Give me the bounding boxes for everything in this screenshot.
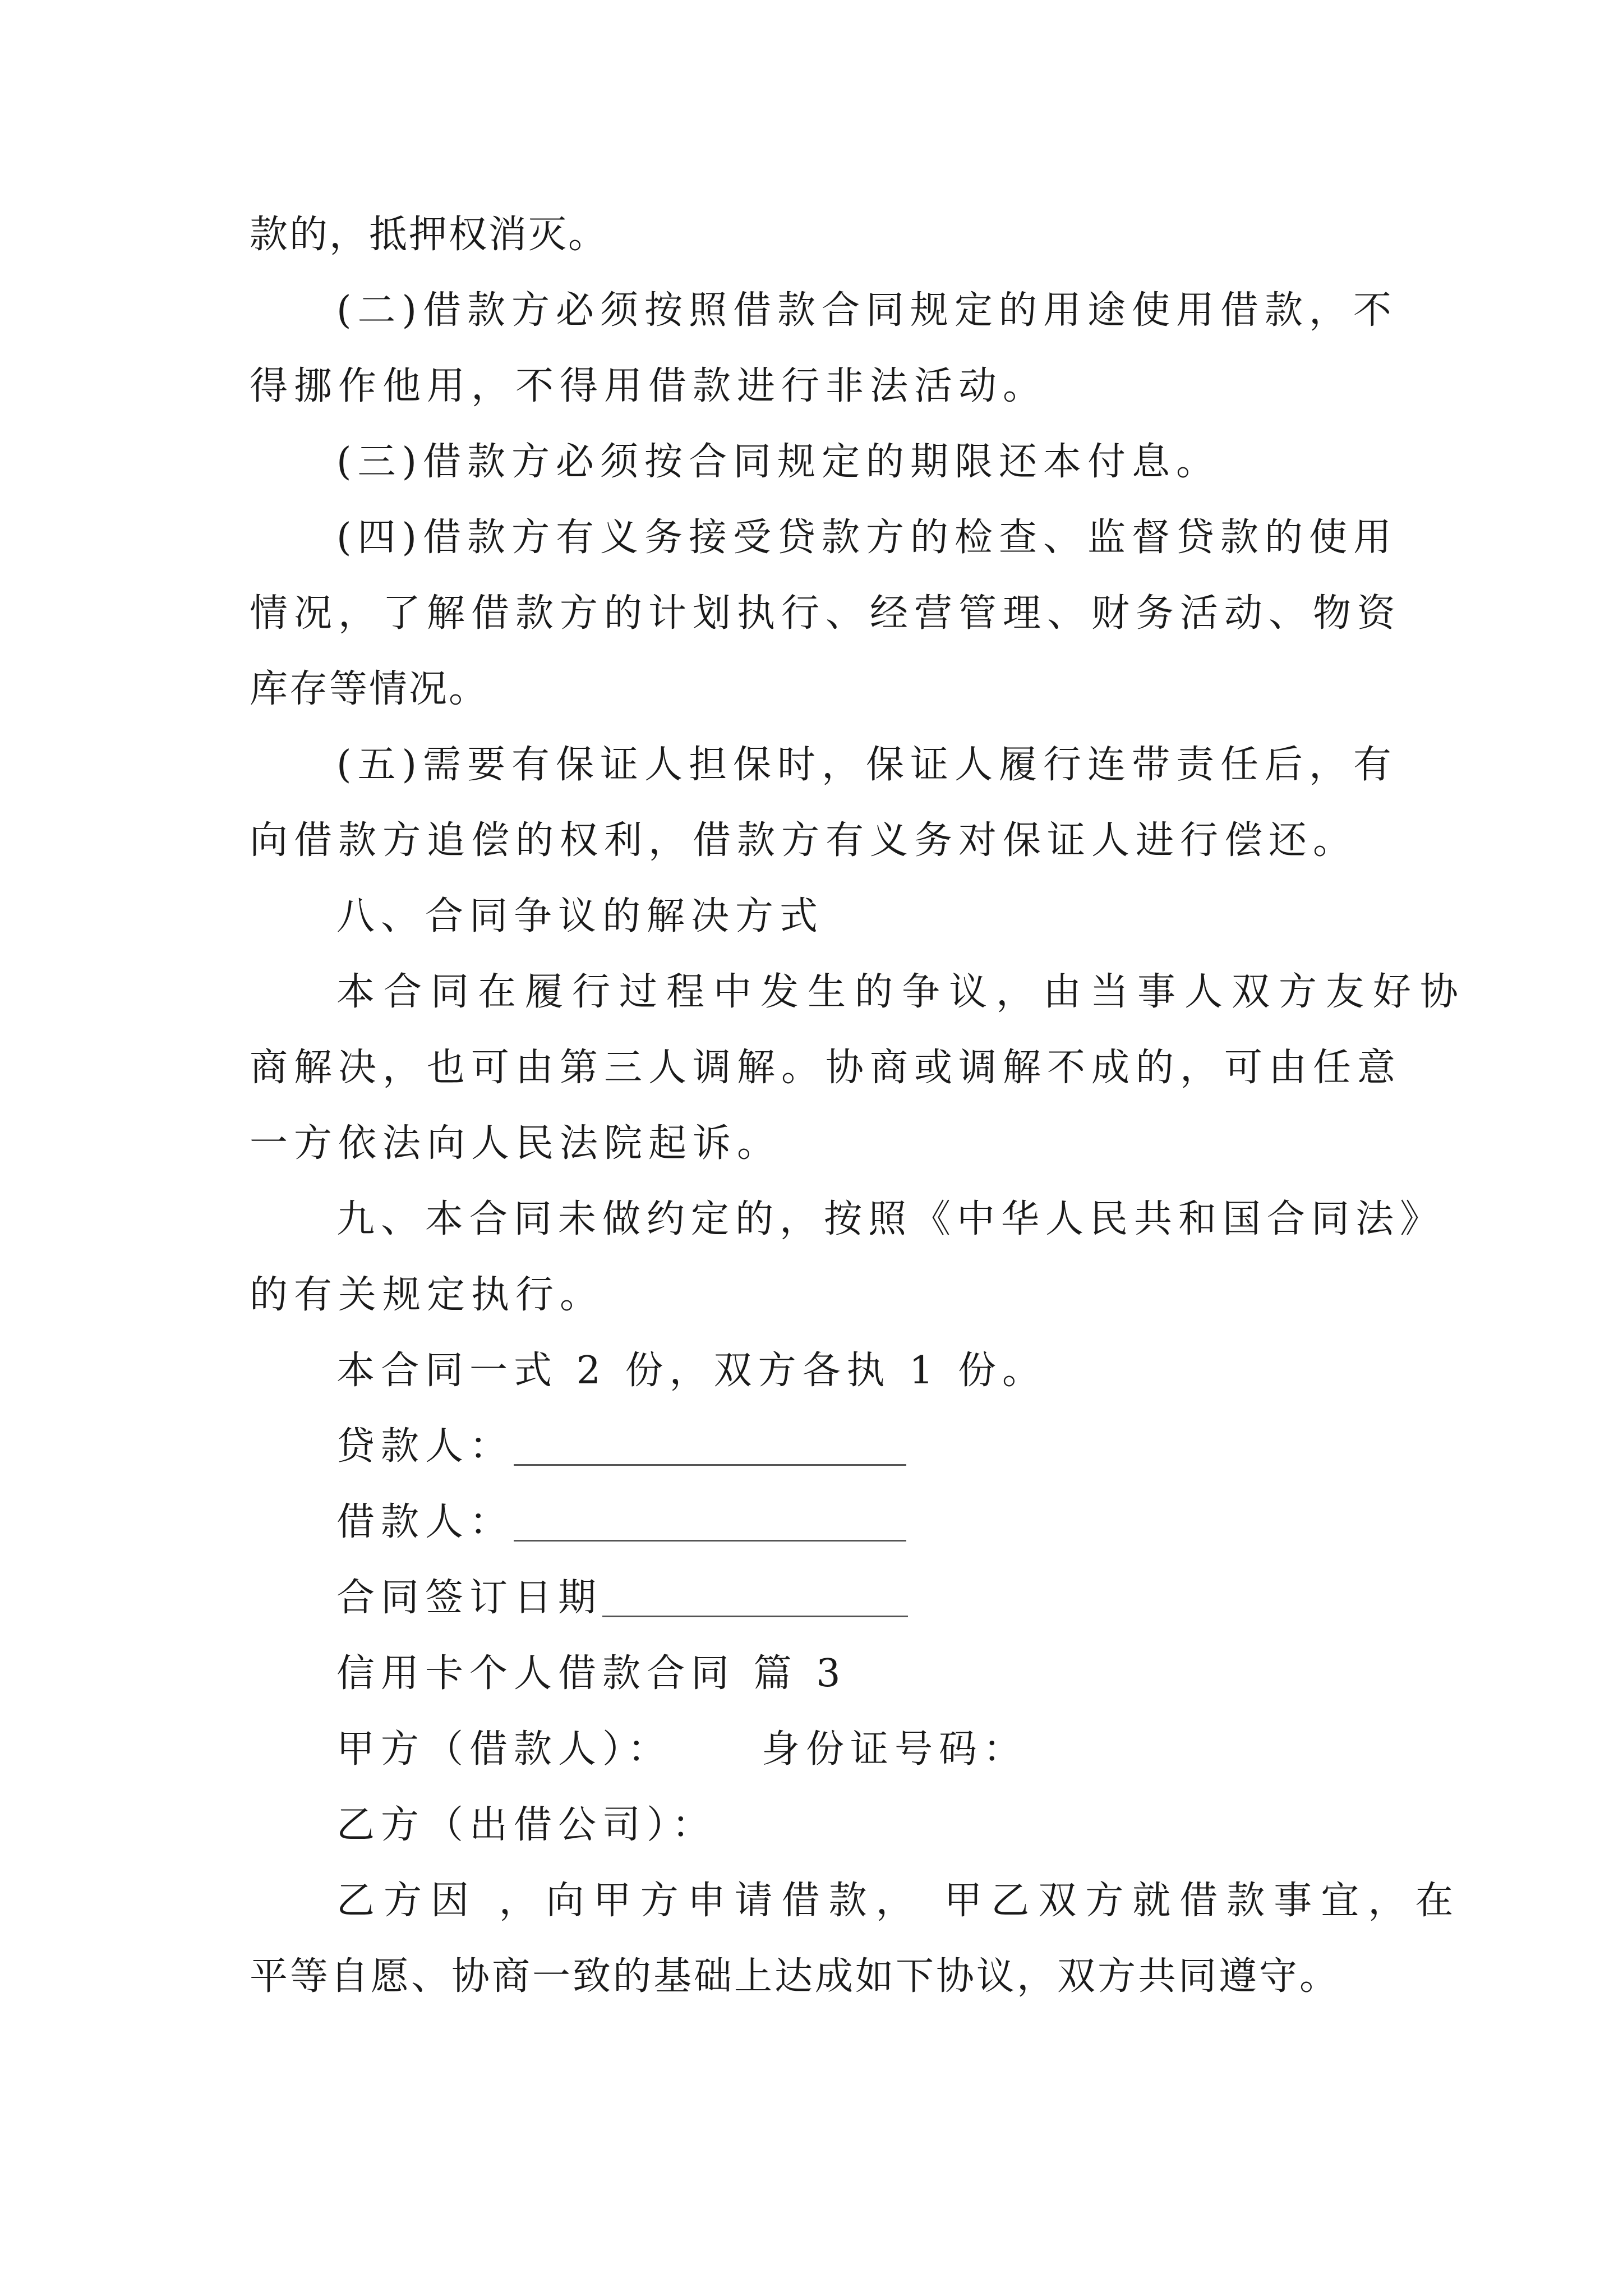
party-b-label: 乙方（出借公司）：: [336, 1803, 717, 1847]
agreement-paragraph-line-2: 平等自愿、协商一致的基础上达成如下协议，双方共同遵守。: [250, 1954, 1340, 1999]
section-heading-8: 八、合同争议的解决方式: [336, 894, 824, 938]
text-line-7: 库存等情况。: [250, 667, 489, 711]
date-label: 合同签订日期: [336, 1576, 603, 1620]
id-number-label: 身份证号码：: [762, 1727, 1028, 1772]
lender-label: 贷款人：: [336, 1424, 514, 1469]
text-line-12: 商解决，也可由第三人调解。协商或调解不成的，可由任意: [250, 1046, 1402, 1090]
borrower-signature-row: [336, 1500, 906, 1544]
text-line-8: (五)需要有保证人担保时，保证人履行连带责任后，有: [336, 743, 1398, 787]
text-line-5: (四)借款方有义务接受贷款方的检查、监督贷款的使用: [336, 516, 1398, 560]
lender-signature-row: [336, 1424, 906, 1469]
party-a-label: 甲方（借款人）：: [336, 1727, 672, 1772]
text-line-6: 情况，了解借款方的计划执行、经营管理、财务活动、物资: [250, 591, 1402, 636]
text-line-11: 本合同在履行过程中发生的争议，由当事人双方友好协: [336, 970, 1468, 1014]
party-a-row: [336, 1727, 1028, 1772]
section-title: 信用卡个人借款合同 篇 3: [336, 1651, 847, 1696]
lender-signature-blank: [514, 1430, 906, 1466]
agreement-paragraph-line-1: 乙方因 ，向甲方申请借款， 甲乙双方就借款事宜，在: [336, 1879, 1463, 1923]
date-signature-row: [336, 1576, 908, 1620]
borrower-signature-blank: [514, 1506, 906, 1542]
text-line-2: (二)借款方必须按照借款合同规定的用途使用借款，不: [336, 288, 1398, 333]
borrower-label: 借款人：: [336, 1500, 514, 1544]
text-line-13: 一方依法向人民法院起诉。: [250, 1121, 782, 1166]
text-line-15: 的有关规定执行。: [250, 1273, 605, 1317]
date-signature-blank: [602, 1582, 908, 1617]
text-line-1: 款的，抵押权消灭。: [250, 213, 608, 257]
text-line-9: 向借款方追偿的权利，借款方有义务对保证人进行偿还。: [250, 818, 1358, 863]
section-heading-9: 九、本合同未做约定的，按照《中华人民共和国合同法》: [336, 1197, 1445, 1241]
text-line-3: 得挪作他用，不得用借款进行非法活动。: [250, 364, 1048, 408]
text-line-4: (三)借款方必须按合同规定的期限还本付息。: [336, 440, 1221, 484]
text-line-16: 本合同一式 2 份，双方各执 1 份。: [336, 1349, 1046, 1393]
